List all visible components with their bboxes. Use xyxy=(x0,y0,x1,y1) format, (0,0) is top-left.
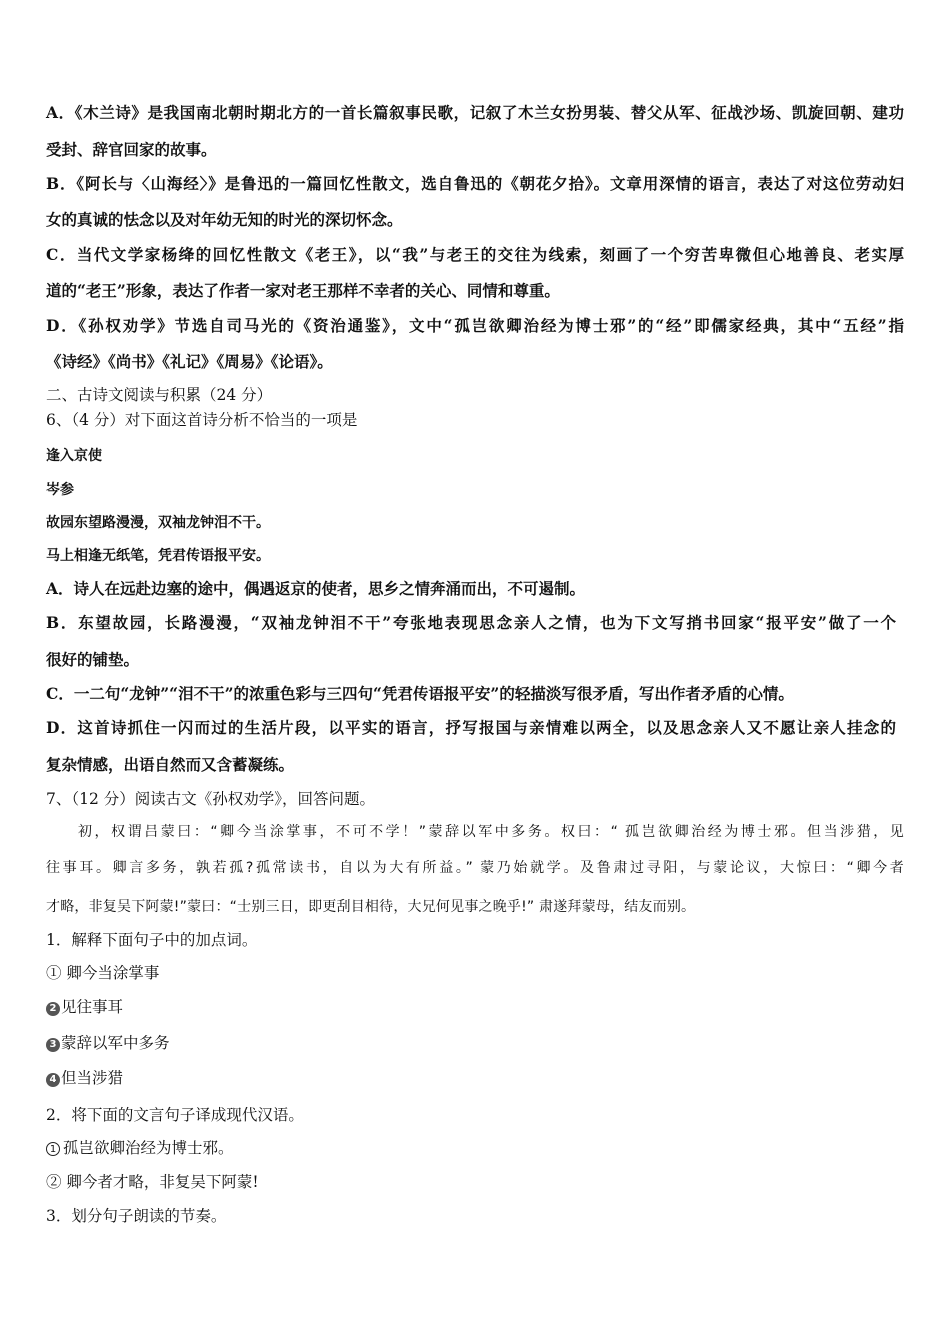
q6-option-b-line1: B．东望故园，长路漫漫，“双袖龙钟泪不干”夸张地表现思念亲人之情，也为下文写捎书回家“报平安”做了一个 xyxy=(46,613,896,632)
subq1-item-2 xyxy=(46,997,123,1017)
poem-line-1: 故园东望路漫漫，双袖龙钟泪不干。 xyxy=(46,515,270,531)
q5-option-a-line2: 受封、辞官回家的故事。 xyxy=(46,140,217,159)
q5-option-d-line2: 《诗经》《尚书》《礼记》《周易》《论语》。 xyxy=(46,352,333,371)
q5-option-b-line2: 女的真诚的怯念以及对年幼无知的时光的深切怀念。 xyxy=(46,210,403,229)
classical-text-line3: 才略，非复吴下阿蒙!”蒙曰：“士别三日，即更刮目相待，大兄何见事之晚乎!” 肃遂拜蒙母，结友而别。 xyxy=(46,899,696,915)
q6-option-c: C．一二句“龙钟”“泪不干”的浓重色彩与三四句“凭君传语报平安”的轻描淡写很矛盾，写出作者矛盾的心情。 xyxy=(46,684,794,703)
q6-option-d-line1: D．这首诗抓住一闪而过的生活片段，以平实的语言，抒写报国与亲情难以两全，以及思念亲人又不愿让亲人挂念的 xyxy=(46,718,896,737)
subq1-item-4-text: 但当涉猎 xyxy=(61,1069,124,1087)
q5-option-a-line1: A．《木兰诗》是我国南北朝时期北方的一首长篇叙事民歌，记叙了木兰女扮男装、替父从军、征战沙场、凯旋回朝、建功 xyxy=(46,103,904,122)
q5-option-d-line1: D．《孙权劝学》节选自司马光的《资治通鉴》，文中“孤岂欲卿治经为博士邪”的“经”即儒家经典，其中“五经”指 xyxy=(46,316,904,335)
classical-text-line2: 往事耳。卿言多务，孰若孤?孤常读书，自以为大有所益。” 蒙乃始就学。及鲁肃过寻阳，与蒙论议，大惊曰：“卿今者 xyxy=(46,860,904,876)
q6-option-a: A．诗人在远赴边塞的途中，偶遇返京的使者，思乡之情奔涌而出，不可遏制。 xyxy=(46,579,586,598)
circled-number-1-icon: 1 xyxy=(46,1142,60,1156)
subq2-item-1-text: 孤岂欲卿治经为博士邪。 xyxy=(63,1139,234,1157)
subq2-item-2: ② 卿今者才略，非复吴下阿蒙! xyxy=(46,1173,259,1191)
q6-option-b-line2: 很好的铺垫。 xyxy=(46,650,140,669)
q6-option-d-line2: 复杂情感，出语自然而又含蓄凝练。 xyxy=(46,755,295,774)
subq1-item-4 xyxy=(46,1068,123,1088)
q5-option-c-line1: C．当代文学家杨绛的回忆性散文《老王》，以“我”与老王的交往为线索，刻画了一个穷苦卑微但心地善良、老实厚 xyxy=(46,245,904,264)
section-heading: 二、古诗文阅读与积累（24 分） xyxy=(46,386,273,404)
q7-stem: 7、（12 分）阅读古文《孙权劝学》，回答问题。 xyxy=(46,790,376,808)
poem-line-2: 马上相逢无纸笔，凭君传语报平安。 xyxy=(46,548,270,564)
subq2-heading: 2．将下面的文言句子译成现代汉语。 xyxy=(46,1106,304,1124)
circled-number-2-icon: 2 xyxy=(46,1002,60,1016)
classical-text-line1: 初，权谓吕蒙曰：“卿今当涂掌事，不可不学！”蒙辞以军中多务。权曰：“ 孤岂欲卿治经为博士邪。但当涉猎，见 xyxy=(78,824,904,840)
subq1-item-3-text: 蒙辞以军中多务 xyxy=(61,1034,170,1052)
q6-stem: 6、（4 分）对下面这首诗分析不恰当的一项是 xyxy=(46,411,358,429)
poem-author: 岑参 xyxy=(46,482,74,498)
circled-number-3-icon: 3 xyxy=(46,1038,60,1052)
circled-number-4-icon: 4 xyxy=(46,1073,60,1087)
subq1-item-2-text: 见往事耳 xyxy=(61,998,124,1016)
subq2-item-1 xyxy=(46,1138,234,1158)
q5-option-c-line2: 道的“老王”形象，表达了作者一家对老王那样不幸者的关心、同情和尊重。 xyxy=(46,281,560,300)
poem-title: 逢入京使 xyxy=(46,448,102,464)
subq1-item-3 xyxy=(46,1033,170,1053)
subq1-heading: 1．解释下面句子中的加点词。 xyxy=(46,931,258,949)
subq1-item-1: ① 卿今当涂掌事 xyxy=(46,964,160,982)
subq3-heading: 3．划分句子朗读的节奏。 xyxy=(46,1207,227,1225)
q5-option-b-line1: B．《阿长与〈山海经〉》是鲁迅的一篇回忆性散文，选自鲁迅的《朝花夕拾》。文章用深情的语言，表达了对这位劳动妇 xyxy=(46,174,904,193)
